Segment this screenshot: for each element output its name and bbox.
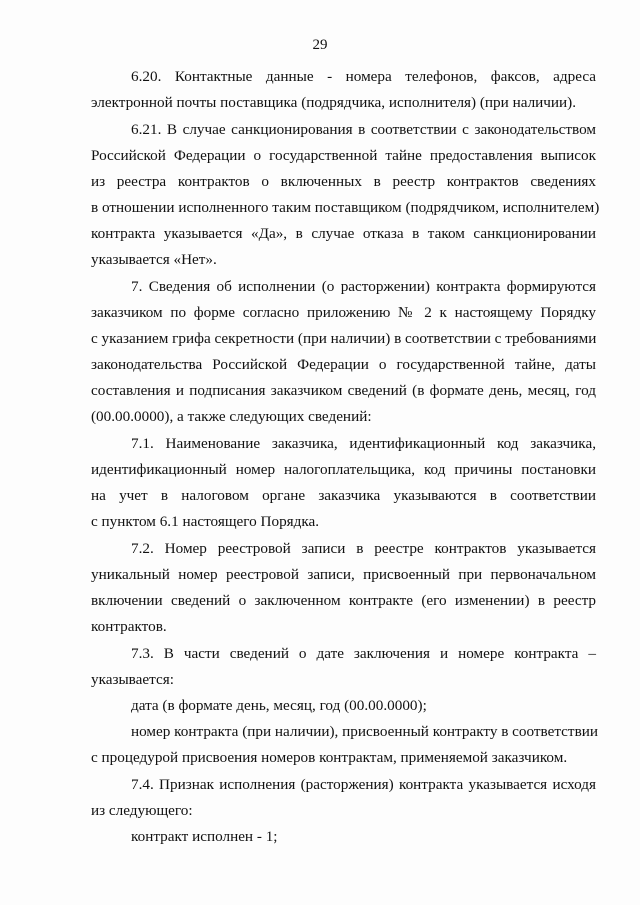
text-line: заказчиком по форме согласно приложению № 2 к настоящему Порядку — [91, 304, 596, 321]
text-line: на учет в налоговом органе заказчика указываются в соответствии — [91, 487, 596, 504]
text-line: указывается: — [91, 671, 174, 688]
text-line: в отношении исполненного таким поставщиком (подрядчиком, исполнителем) — [91, 199, 600, 216]
text-line: контракт исполнен - 1; — [131, 828, 278, 845]
text-line: с указанием грифа секретности (при наличии) в соответствии с требованиями — [91, 330, 597, 347]
text-line: Российской Федерации о государственной тайне предоставления выписок — [91, 147, 596, 164]
text-line: включении сведений о заключенном контракте (его изменении) в реестр — [91, 592, 596, 609]
page-number: 29 — [312, 37, 328, 53]
text-line: законодательства Российской Федерации о государственной тайне, даты — [91, 356, 596, 373]
text-line: составления и подписания заказчиком сведений (в формате день, месяц, год — [91, 382, 596, 399]
text-line: указывается «Нет». — [91, 251, 217, 268]
text-line: номер контракта (при наличии), присвоенный контракту в соответствии — [131, 723, 598, 740]
text-line: из реестра контрактов о включенных в реестр контрактов сведениях — [91, 173, 596, 190]
text-line: 7. Сведения об исполнении (о расторжении) контракта формируются — [131, 278, 596, 295]
text-line: (00.00.0000), а также следующих сведений: — [91, 408, 372, 425]
text-line: 7.1. Наименование заказчика, идентификационный код заказчика, — [131, 435, 596, 452]
text-line: идентификационный номер налогоплательщика, код причины постановки — [91, 461, 596, 478]
text-line: контрактов. — [91, 618, 167, 635]
text-line: 6.21. В случае санкционирования в соответствии с законодательством — [131, 121, 596, 138]
text-line: с процедурой присвоения номеров контрактам, применяемой заказчиком. — [91, 749, 568, 766]
text-line: 7.4. Признак исполнения (расторжения) контракта указывается исходя — [131, 776, 596, 793]
text-line: с пунктом 6.1 настоящего Порядка. — [91, 513, 320, 530]
text-line: 7.2. Номер реестровой записи в реестре контрактов указывается — [131, 540, 596, 557]
text-line: из следующего: — [91, 802, 193, 819]
text-line: контракта указывается «Да», в случае отказа в таком санкционировании — [91, 225, 596, 242]
text-line: уникальный номер реестровой записи, присвоенный при первоначальном — [91, 566, 596, 583]
text-line: дата (в формате день, месяц, год (00.00.0000); — [131, 697, 427, 714]
text-line: электронной почты поставщика (подрядчика, исполнителя) (при наличии). — [91, 94, 577, 111]
text-line: 7.3. В части сведений о дате заключения и номере контракта – — [131, 645, 596, 662]
text-line: 6.20. Контактные данные - номера телефонов, факсов, адреса — [131, 68, 596, 85]
